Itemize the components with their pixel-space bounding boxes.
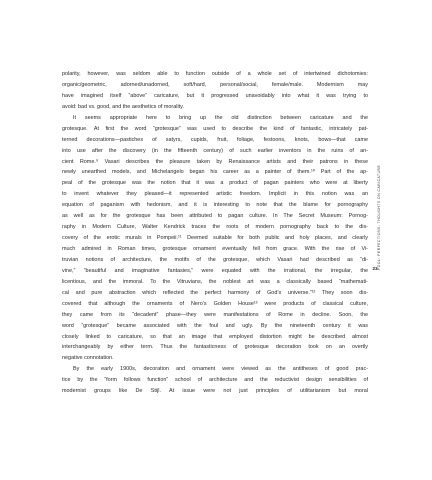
text-line: closely linked to caricature, so that an image that employed distortion might be described almost bbox=[62, 333, 368, 340]
body-text bbox=[62, 69, 368, 397]
text-line: much admired in Roman times, grotesque ornament eventually fell from grace. With the rise of Vi- bbox=[62, 246, 368, 252]
text-line: By the early 1900s, decoration and ornament were viewed as the antitheses of good prac- bbox=[73, 366, 368, 373]
text-line: licentious, and the immoral. To the Vitruvians, the noblest art was a classically based “mathemati- bbox=[62, 278, 368, 285]
paragraph-3 bbox=[62, 364, 368, 397]
text-line: peal of the grotesque was the notion that it was a product of pagan painters who were at liberty bbox=[62, 180, 368, 187]
text-line: tice by the “form follows function” school of architecture and the reductivist design sensibilities of bbox=[62, 377, 368, 384]
text-line: they came from its “decadent” phase—they were manifestations of Rome in decline. Soon, the bbox=[62, 311, 368, 318]
text-line: into use after the discovery (in the fifteenth century) of such earlier inventors in the ruins of an- bbox=[62, 147, 368, 154]
running-head: POOL: PERFECTIONS: THOUGHTS ON CARICATURE bbox=[377, 164, 381, 270]
text-line: cal and pure abstraction which reflected the perfect harmony of God’s universe.”¹² They soon dis- bbox=[62, 289, 368, 296]
page-number: 23 bbox=[372, 266, 378, 271]
text-line: word “grotesque” became associated with the foul and ugly. By the nineteenth century it was bbox=[62, 322, 368, 329]
text-line: terned decorations—pastiches of satyrs, cupids, fruit, foliage, festoons, knots, bows—that came bbox=[62, 136, 368, 143]
text-line: polarity, however, was seldom able to function outside of a whole set of intertwined dichotomies: bbox=[62, 71, 368, 77]
text-line: newly unearthed models, and Michelangelo began his career as a painter of them.¹⁰ Part of the ap- bbox=[62, 169, 368, 176]
text-line: interchangeably by either term. Thus the fantasticness of grotesque decoration took on an overtly bbox=[62, 344, 368, 351]
text-line: modernist groups like De Stijl. At issue were not just principles of utilitarianism but moral bbox=[62, 388, 368, 395]
text-line: have imagined itself “above” caricature, but it progressed unavoidably into what it was trying to bbox=[62, 92, 368, 99]
text-line: It seems appropriate here to bring up the old distinction between caricature and the bbox=[73, 114, 368, 121]
text-line: as well as for the grotesque has been attributed to pagan culture. In The Secret Museum: Pornog- bbox=[62, 213, 368, 220]
text-line: raphy in Modern Culture, Walter Kendrick traces the roots of modern pornography back to the dis- bbox=[62, 224, 368, 231]
text-line: truvian notions of architecture, the motifs of the grotesque, which Vasari had described as “di- bbox=[62, 256, 368, 263]
text-line: vine,” “beautiful and imaginative fantasies,” were equated with the irrational, the irregular, the bbox=[62, 267, 368, 274]
text-line: to invent whatever they pleased—it represented artistic freedom. Implicit in this notion was an bbox=[62, 191, 368, 198]
text-line: cient Rome.⁹ Vasari describes the pleasure taken by Renaissance artists and their patrons in these bbox=[62, 158, 368, 165]
text-line: negative connotation. bbox=[62, 355, 114, 362]
paragraph-1 bbox=[62, 69, 368, 113]
paragraph-2 bbox=[62, 113, 368, 365]
text-line: equation of paganism with hedonism, and it is interesting to note that the blame for pornography bbox=[62, 202, 368, 209]
text-line: covery of the erotic murals in Pompeii.¹¹ Deemed suitable for both public and holy places, and clearly bbox=[62, 235, 368, 242]
text-line: covered that although the ornaments of Nero’s Golden House¹³ were products of classical culture, bbox=[62, 300, 368, 307]
text-line: avoid: bad vs. good, and the aesthetics of morality. bbox=[62, 103, 185, 110]
text-line: organic/geometric, adorned/unadorned, soft/hard, personal/social, female/male. Modernism may bbox=[62, 81, 368, 88]
text-line: grotesque. At first the word “grotesque” was used to describe the kind of fantastic, intricately pat- bbox=[62, 125, 368, 132]
